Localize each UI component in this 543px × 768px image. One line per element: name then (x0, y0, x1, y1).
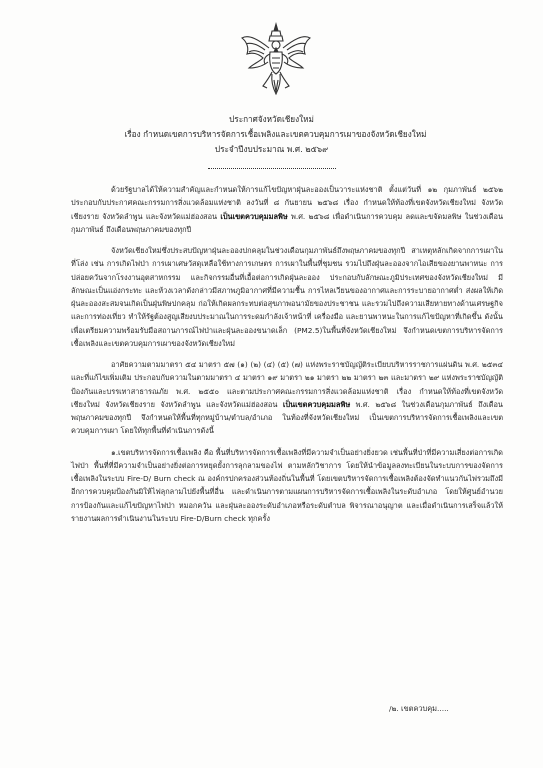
dotted-divider (208, 168, 336, 169)
paragraph-4: ๑.เขตบริหารจัดการเชื้อเพลิง คือ พื้นที่บริหารจัดการเชื้อเพลิงที่มีความจำเป็นอย่างยิ่งยวด เช่นพื้นที่ป่าที่มีความเสี่ยงต่อการเกิดไฟป่า พื้นที่ที่มีความจำเป็นอย่างยิ่งต่อการหยุดยั้งการลุกลามของไฟ ตามหลักวิชาการ โดยให้นำข้อมูลลงทะเบียนในระบบการของจัดการเชื้อเพลิงในระบบ Fire-D/ Burn check ณ องค์กรปกครองส่วนท้องถิ่นในพื้นที่ โดยเขตบริหารจัดการเชื้อเพลิงต้องจัดทำแนวกันไฟรวมถึงมีอีกการควบคุมป้องกันมิให้ไฟลุกลามไปยังพื้นที่อื่น และดำเนินการตามแผนการบริหารจัดการเชื้อเพลิงในระดับอำเภอ โดยให้ศูนย์อำนวยการป้องกันและแก้ไขปัญหาไฟป่า หมอกควัน และฝุ่นละอองระดับอำเภอหรือระดับตำบล พิจารณาอนุญาต และเมื่อดำเนินการเสร็จแล้วให้รายงานผลการดำเนินงานในระบบ Fire-D/Burn check ทุกครั้ง (71, 447, 503, 523)
garuda-emblem-icon (239, 22, 313, 96)
paragraph-3: อาศัยความตามมาตรา ๕๔ มาตรา ๕๗ (๑) (๒) (๔) (๕) (๗) แห่งพระราชบัญญัติระเบียบบริหารราชการแผ่นดิน พ.ศ. ๒๕๓๔ และที่แก้ไขเพิ่มเติม ประกอบกับความในตามมาตรา ๔ มาตรา ๑๙ มาตรา ๒๑ มาตรา ๒๒ มาตรา ๒๓ และมาตรา ๒๙ แห่งพระราชบัญญัติป้องกันและบรรเทาสาธารณภัย พ.ศ. ๒๕๕๐ และตามประกาศคณะกรรมการสิ่งแวดล้อมแห่งชาติ เรื่อง กำหนดให้ท้องที่เขตจังหวัดเชียงใหม่ จังหวัดเชียงราย จังหวัดลำพูน และจังหวัดแม่ฮ่องสอน เป็นเขตควบคุมมลพิษ พ.ศ. ๒๕๖๘ ในช่วงเดือนกุมภาพันธ์ ถึงเดือนพฤษภาคมของทุกปี จึงกำหนดให้พื้นที่ทุกหมู่บ้าน/ตำบล/อำเภอ ในท้องที่จังหวัดเชียงใหม่ เป็นเขตการบริหารจัดการเชื้อเพลิงและเขตควบคุมการเผา โดยให้ทุกพื้นที่ดำเนินการดังนี้ (71, 360, 503, 436)
announcement-header (0, 112, 543, 157)
announcement-body (71, 183, 503, 533)
announcement-subject: เรื่อง กำหนดเขตการบริหารจัดการเชื้อเพลิงและเขตควบคุมการเผาของจังหวัดเชียงใหม่ (124, 129, 427, 139)
paragraph-1: ด้วยรัฐบาลได้ให้ความสำคัญและกำหนดให้การแก้ไขปัญหาฝุ่นละอองเป็นวาระแห่งชาติ ตั้งแต่วันที่ ๑๒ กุมภาพันธ์ ๒๕๖๒ ประกอบกับประกาศคณะกรรมการสิ่งแวดล้อมแห่งชาติ ลงวันที่ ๘ กันยายน ๒๕๖๘ เรื่อง กำหนดให้ท้องที่เขตจังหวัดเชียงใหม่ จังหวัดเชียงราย จังหวัดลำพูน และจังหวัดแม่ฮ่องสอน เป็นเขตควบคุมมลพิษ พ.ศ. ๒๕๖๘ เพื่อดำเนินการควบคุม ลดและขจัดมลพิษ ในช่วงเดือนกุมภาพันธ์ ถึงเดือนพฤษภาคมของทุกปี (71, 185, 503, 234)
announcement-title: ประกาศจังหวัดเชียงใหม่ (229, 114, 314, 124)
paragraph-2: จังหวัดเชียงใหม่ซึ่งประสบปัญหาฝุ่นละอองปกคลุมในช่วงเดือนกุมภาพันธ์ถึงพฤษภาคมของทุกปี สาเหตุหลักเกิดจากการเผาในที่โล่ง เช่น การเกิดไฟป่า การเผาเศษวัสดุเหลือใช้ทางการเกษตร การเผาในพื้นที่ชุมชน รวมไปถึงฝุ่นละอองจากไอเสียของยานพาหนะ การปล่อยควันจากโรงงานอุตสาหกรรม และกิจกรรมอื่นที่เอื้อต่อการเกิดฝุ่นละออง ประกอบกับลักษณะภูมิประเทศของจังหวัดเชียงใหม่ มีลักษณะเป็นแอ่งกระทะ และห้วงเวลาดังกล่าวมีสภาพภูมิอากาศที่มีความชื้น การไหลเวียนของอากาศและการระบายอากาศต่ำ ส่งผลให้เกิดฝุ่นละอองสะสมจนเกิดเป็นฝุ่นพิษปกคลุม ก่อให้เกิดผลกระทบต่อสุขภาพอนามัยของประชาชน และรวมไปถึงความเสียหายทางด้านเศรษฐกิจและการท่องเที่ยว ทำให้รัฐต้องสูญเสียงบประมาณในการระดมกำลังเจ้าหน้าที่ เครื่องมือ และยานพาหนะในการแก้ไขปัญหาที่เกิดขึ้น ดังนั้นเพื่อเตรียมความพร้อมรับมือสถานการณ์ไฟป่าและฝุ่นละอองขนาดเล็ก (PM2.5)ในพื้นที่จังหวัดเชียงใหม่ จึงกำหนดเขตการบริหารจัดการเชื้อเพลิงและเขตควบคุมการเผาของจังหวัดเชียงใหม่ (71, 246, 503, 348)
continuation-note: /๒. เขตควบคุม..... (389, 704, 449, 713)
announcement-fiscal-year: ประจำปีงบประมาณ พ.ศ. ๒๕๖๙ (214, 144, 329, 154)
